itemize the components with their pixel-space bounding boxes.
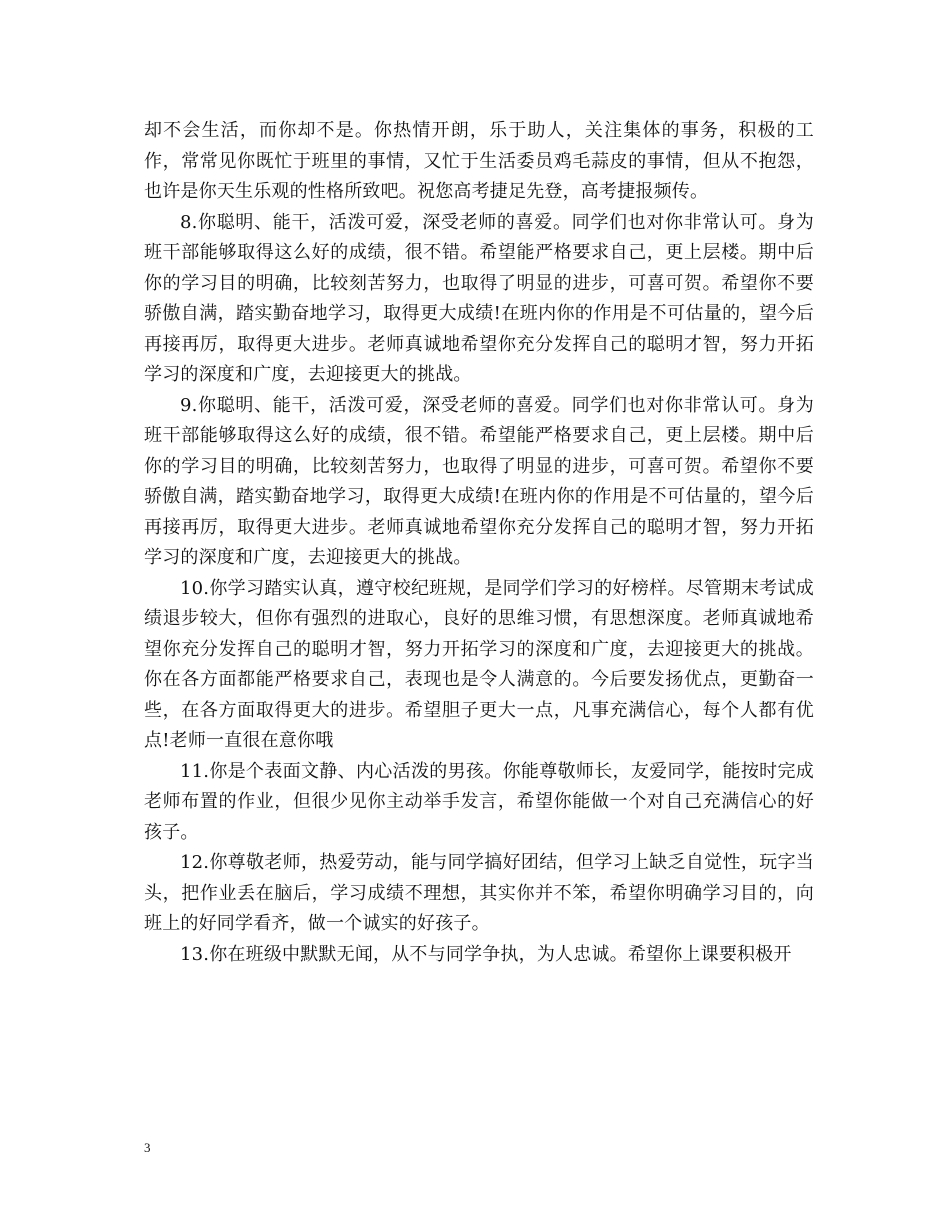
- paragraph-continued: 却不会生活，而你却不是。你热情开朗，乐于助人，关注集体的事务，积极的工作，常常见你既忙于班里的事情，又忙于生活委员鸡毛蒜皮的事情，但从不抱怨，也许是你天生乐观的性格所致吧。祝您高考捷足先登，高考捷报频传。: [144, 120, 814, 202]
- paragraph-8: 8.你聪明、能干，活泼可爱，深受老师的喜爱。同学们也对你非常认可。身为班干部能够取得这么好的成绩，很不错。希望能严格要求自己，更上层楼。期中后你的学习目的明确，比较刻苦努力，也取得了明显的进步，可喜可贺。希望你不要骄傲自满，踏实勤奋地学习，取得更大成绩!在班内你的作用是不可估量的，望今后再接再厉，取得更大进步。老师真诚地希望你充分发挥自己的聪明才智，努力开拓学习的深度和广度，去迎接更大的挑战。: [144, 211, 814, 385]
- paragraph-10: 10.你学习踏实认真，遵守校纪班规，是同学们学习的好榜样。尽管期末考试成绩退步较大，但你有强烈的进取心，良好的思维习惯，有思想深度。老师真诚地希望你充分发挥自己的聪明才智，努力开拓学习的深度和广度，去迎接更大的挑战。 你在各方面都能严格要求自己，表现也是令人满意的。今后要发扬优点，更勤奋一些，在各方面取得更大的进步。希望胆子更大一点，凡事充满信心，每个人都有优点!老师一直很在意你哦: [144, 577, 814, 751]
- paragraph-11: 11.你是个表面文静、内心活泼的男孩。你能尊敬师长，友爱同学，能按时完成老师布置的作业，但很少见你主动举手发言，希望你能做一个对自己充满信心的好孩子。: [144, 760, 814, 843]
- paragraph-9: 9.你聪明、能干，活泼可爱，深受老师的喜爱。同学们也对你非常认可。身为班干部能够取得这么好的成绩，很不错。希望能严格要求自己，更上层楼。期中后你的学习目的明确，比较刻苦努力，也取得了明显的进步，可喜可贺。希望你不要骄傲自满，踏实勤奋地学习，取得更大成绩!在班内你的作用是不可估量的，望今后再接再厉，取得更大进步。老师真诚地希望你充分发挥自己的聪明才智，努力开拓学习的深度和广度，去迎接更大的挑战。: [144, 394, 814, 568]
- page-number: 3: [144, 1140, 151, 1155]
- paragraph-12: 12.你尊敬老师，热爱劳动，能与同学搞好团结，但学习上缺乏自觉性，玩字当头，把作业丢在脑后，学习成绩不理想，其实你并不笨，希望你明确学习目的，向班上的好同学看齐，做一个诚实的好孩子。: [144, 852, 814, 934]
- page-body: [144, 116, 814, 970]
- paragraph-13: 13.你在班级中默默无闻，从不与同学争执，为人忠诚。希望你上课要积极开: [180, 943, 792, 965]
